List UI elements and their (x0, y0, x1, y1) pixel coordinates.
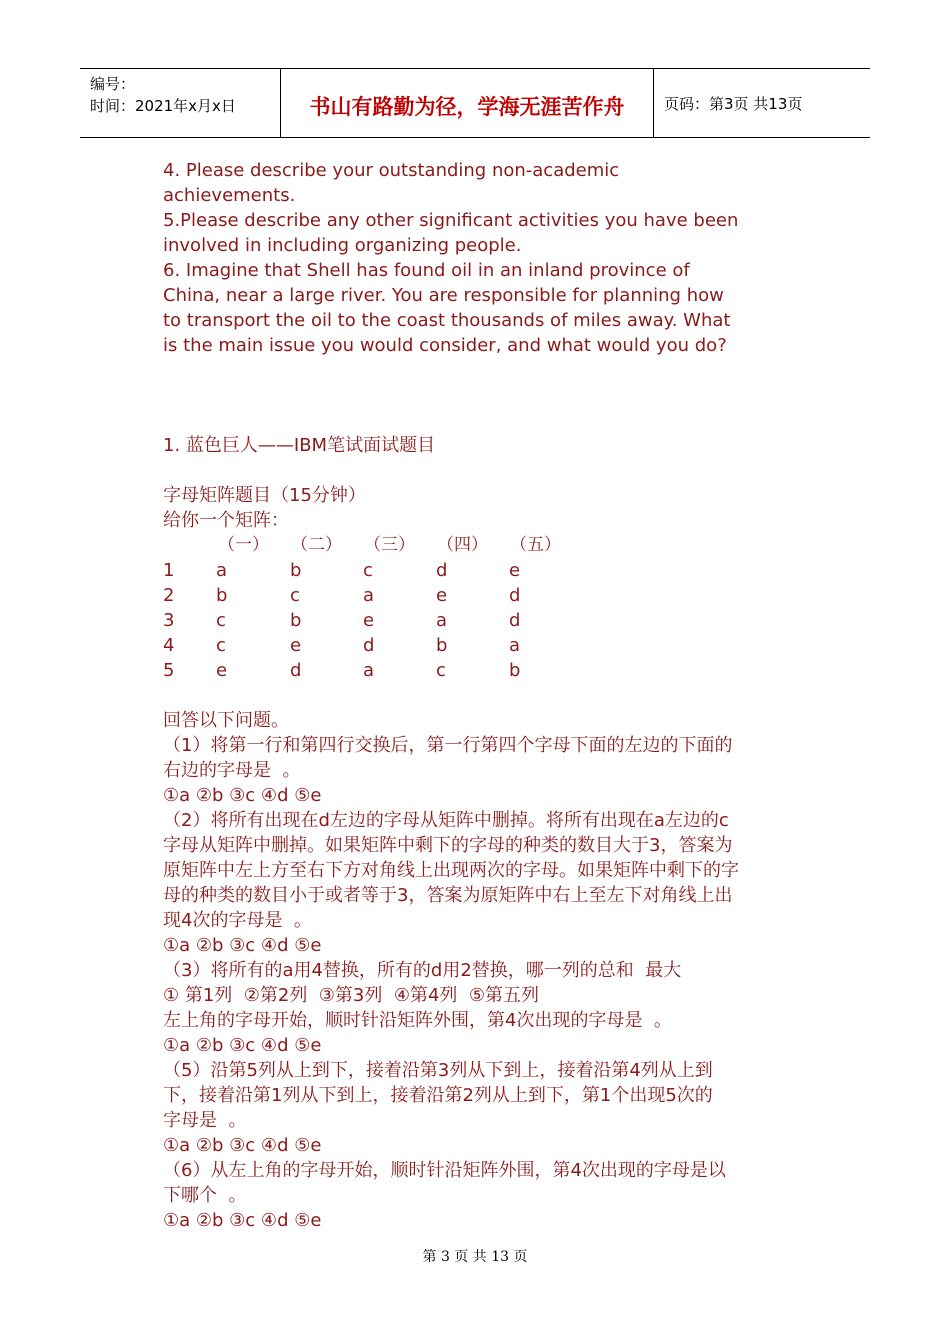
text-line: 6. Imagine that Shell has found oil in an inland province of (163, 260, 690, 281)
matrix-cell: b (436, 635, 448, 656)
header-page-cell (654, 69, 870, 137)
matrix-row (163, 583, 793, 608)
options-line: ①a ②b ③c ④d ⑤e (163, 1135, 322, 1156)
options-line: ①a ②b ③c ④d ⑤e (163, 1035, 322, 1056)
text-line: （5）沿第5列从上到下，接着沿第3列从下到上，接着沿第4列从上到 (163, 1060, 713, 1081)
text-line: 母的种类的数目小于或者等于3，答案为原矩阵中右上至左下对角线上出 (163, 885, 733, 906)
matrix-cell: a (436, 610, 448, 631)
matrix-row (163, 658, 793, 683)
header-motto-cell (281, 69, 654, 137)
text-line: 回答以下问题。 (163, 710, 289, 731)
matrix-column-headers (163, 533, 793, 558)
header-info-cell (80, 69, 281, 137)
matrix-cell: d (509, 585, 521, 606)
options-line: ①a ②b ③c ④d ⑤e (163, 785, 322, 806)
matrix-title: 字母矩阵题目（15分钟） (163, 485, 366, 506)
text-line: involved in including organizing people. (163, 235, 522, 256)
page-code: 页码：第3页 共13页 (664, 95, 803, 113)
matrix-cell: b (290, 560, 302, 581)
text-line: is the main issue you would consider, and what would you do? (163, 335, 727, 356)
matrix-column-header: （四） (437, 535, 488, 555)
matrix-cell: e (436, 585, 448, 606)
answer-section (163, 708, 793, 1233)
text-line: China, near a large river. You are responsible for planning how (163, 285, 724, 306)
motto: 书山有路勤为径，学海无涯苦作舟 (309, 94, 625, 119)
number-label: 编号： (90, 75, 136, 93)
text-line: 字母从矩阵中删掉。如果矩阵中剩下的字母的种类的数目大于3，答案为 (163, 835, 733, 856)
matrix-cell: b (290, 610, 302, 631)
text-line: 5.Please describe any other significant activities you have been (163, 210, 739, 231)
matrix (163, 558, 793, 683)
matrix-cell: b (216, 585, 228, 606)
text-line: （2）将所有出现在d左边的字母从矩阵中删掉。将所有出现在a左边的c (163, 810, 729, 831)
text-line: （3）将所有的a用4替换，所有的d用2替换，哪一列的总和 最大 (163, 960, 682, 981)
row-number: 5 (163, 660, 175, 681)
text-line: achievements. (163, 185, 296, 206)
matrix-cell: b (509, 660, 521, 681)
matrix-prompt: 给你一个矩阵： (163, 510, 289, 531)
text-line: （1）将第一行和第四行交换后，第一行第四个字母下面的左边的下面的 (163, 735, 733, 756)
matrix-cell: e (290, 635, 302, 656)
matrix-cell: c (436, 660, 446, 681)
row-number: 3 (163, 610, 175, 631)
options-line: ①a ②b ③c ④d ⑤e (163, 1210, 322, 1231)
matrix-cell: e (509, 560, 521, 581)
page-footer: 第 3 页 共 13 页 (422, 1249, 528, 1265)
matrix-cell: e (216, 660, 228, 681)
row-number: 1 (163, 560, 175, 581)
matrix-row (163, 558, 793, 583)
text-line: 右边的字母是 。 (163, 760, 301, 781)
matrix-cell: a (216, 560, 228, 581)
matrix-cell: c (290, 585, 300, 606)
matrix-column-header: （二） (291, 535, 342, 555)
matrix-cell: a (363, 585, 375, 606)
matrix-row (163, 608, 793, 633)
text-line: 原矩阵中左上方至右下方对角线上出现两次的字母。如果矩阵中剩下的字 (163, 860, 739, 881)
text-line: （6）从左上角的字母开始，顺时针沿矩阵外围，第4次出现的字母是以 (163, 1160, 726, 1181)
section-title: 1. 蓝色巨人——IBM笔试面试题目 (163, 435, 436, 456)
text-line: 4. Please describe your outstanding non-academic (163, 160, 620, 181)
text-line: 现4次的字母是 。 (163, 910, 312, 931)
matrix-column-header: （一） (218, 535, 269, 555)
matrix-column-header: （五） (510, 535, 561, 555)
text-line: 左上角的字母开始，顺时针沿矩阵外围，第4次出现的字母是 。 (163, 1010, 672, 1031)
row-number: 4 (163, 635, 175, 656)
text-line: to transport the oil to the coast thousands of miles away. What (163, 310, 731, 331)
options-line: ①a ②b ③c ④d ⑤e (163, 935, 322, 956)
text-line: 下，接着沿第1列从下到上，接着沿第2列从上到下，第1个出现5次的 (163, 1085, 713, 1106)
matrix-cell: d (290, 660, 302, 681)
options-line: ① 第1列 ②第2列 ③第3列 ④第4列 ⑤第五列 (163, 985, 539, 1006)
matrix-column-header: （三） (364, 535, 415, 555)
text-line: 下哪个 。 (163, 1185, 247, 1206)
matrix-cell: d (509, 610, 521, 631)
matrix-cell: d (436, 560, 448, 581)
matrix-cell: c (363, 560, 373, 581)
matrix-cell: d (363, 635, 375, 656)
row-number: 2 (163, 585, 175, 606)
matrix-cell: c (216, 635, 226, 656)
matrix-cell: c (216, 610, 226, 631)
matrix-cell: a (363, 660, 375, 681)
shell-questions (163, 158, 793, 358)
matrix-cell: e (363, 610, 375, 631)
text-line: 字母是 。 (163, 1110, 247, 1131)
time-label: 时间：2021年x月x日 (90, 97, 236, 115)
page-content (163, 158, 793, 1233)
page-header (80, 68, 870, 138)
matrix-row (163, 633, 793, 658)
matrix-cell: a (509, 635, 521, 656)
